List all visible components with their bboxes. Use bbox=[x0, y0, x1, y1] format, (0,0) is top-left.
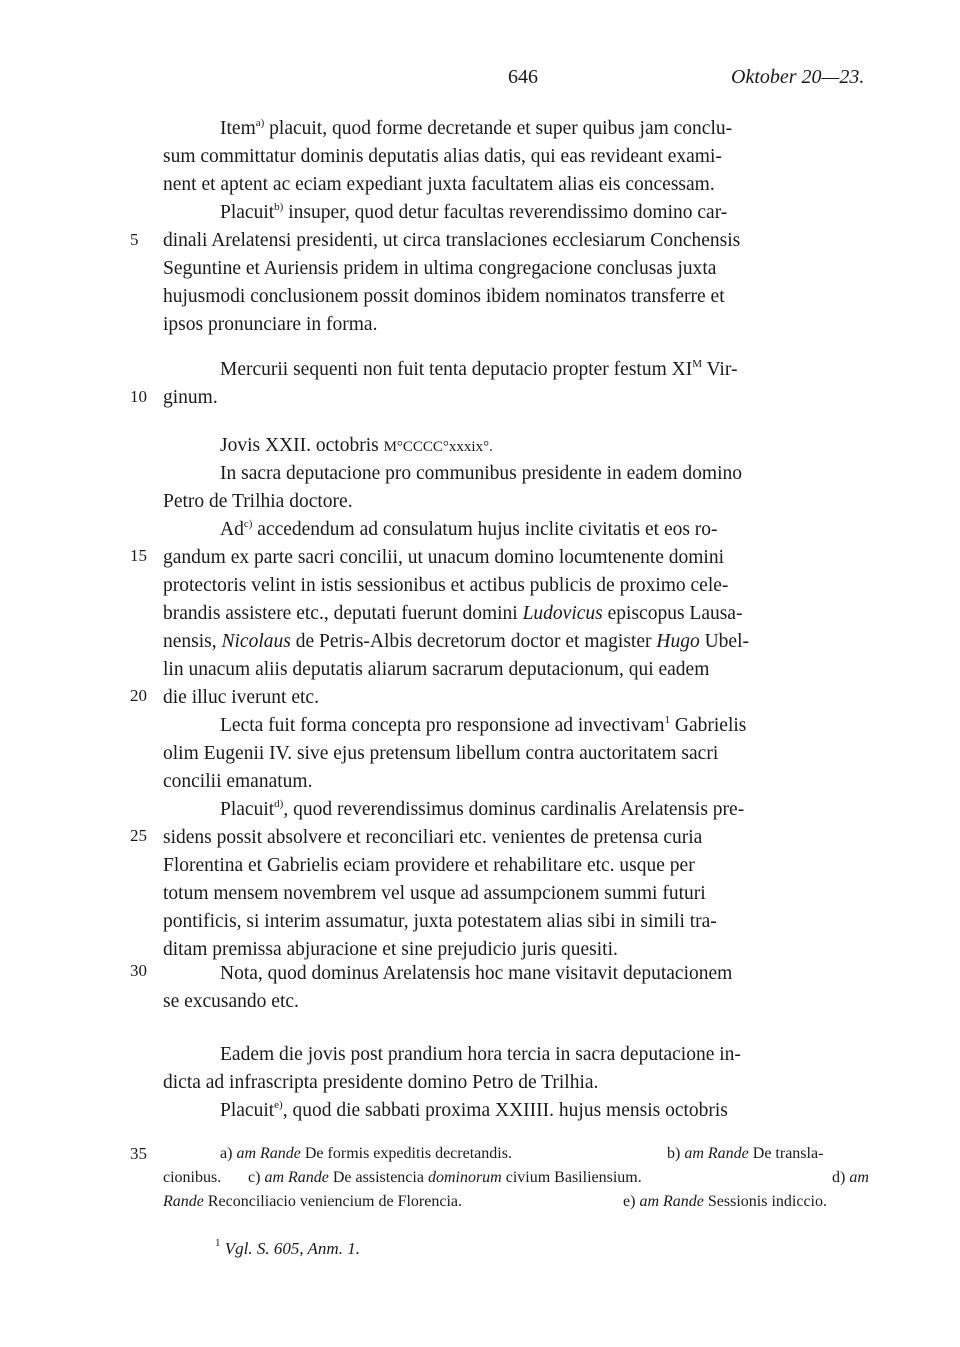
text-line: Eadem die jovis post prandium hora tercia in sacra deputacione in- bbox=[220, 1044, 741, 1065]
date-heading: Jovis XXII. octobris M°CCCC°xxxix°. bbox=[220, 435, 493, 456]
line-number: 30 bbox=[130, 961, 147, 980]
footnote-line: b) am Rande De transla- bbox=[667, 1145, 824, 1162]
text-line: ginum. bbox=[163, 387, 218, 408]
text-line: Item$^{a)}$ placuit, quod forme decretande et super quibus jam conclu- bbox=[220, 117, 733, 139]
text-line: Petro de Trilhia doctore. bbox=[163, 491, 353, 512]
text-line: sum committatur dominis deputatis alias datis, qui eas revideant exami- bbox=[163, 146, 722, 167]
text-line: dicta ad infrascripta presidente domino Petro de Trilhia. bbox=[163, 1072, 599, 1093]
text-line: brandis assistere etc., deputati fuerunt domini Ludovicus episcopus Lausa- bbox=[163, 603, 743, 624]
line-number: 5 bbox=[130, 230, 139, 249]
text-line: pontificis, si interim assumatur, juxta potestatem alias sibi in simili tra- bbox=[163, 911, 717, 932]
text-line: In sacra deputacione pro communibus presidente in eadem domino bbox=[220, 463, 743, 484]
text-line: se excusando etc. bbox=[163, 991, 299, 1012]
running-title: Oktober 20—23. bbox=[731, 66, 865, 88]
text-line: hujusmodi conclusionem possit dominos ibidem nominatos transferre et bbox=[163, 286, 725, 307]
text-line: nensis, Nicolaus de Petris-Albis decretorum doctor et magister Hugo Ubel- bbox=[163, 631, 749, 652]
text-line: ditam premissa abjuracione et sine prejudicio juris quesiti. bbox=[163, 939, 618, 960]
text-line: Lecta fuit forma concepta pro responsione ad invectivam$^1$ Gabrielis bbox=[220, 714, 747, 736]
footnote-line: e) am Rande Sessionis indiccio. bbox=[623, 1193, 827, 1210]
footnote-line: d) am bbox=[832, 1169, 869, 1186]
text-line: ipsos pronunciare in forma. bbox=[163, 314, 378, 335]
text-line: lin unacum aliis deputatis aliarum sacrarum deputacionum, qui eadem bbox=[163, 659, 710, 680]
text-line: protectoris velint in istis sessionibus et actibus publicis de proximo cele- bbox=[163, 575, 729, 596]
footnote-line: Rande Reconciliacio veniencium de Florencia. bbox=[163, 1193, 462, 1210]
line-number: 10 bbox=[130, 387, 147, 406]
line-number: 15 bbox=[130, 546, 147, 565]
text-line: Ad$^{c)}$ accedendum ad consulatum hujus inclite civitatis et eos ro- bbox=[220, 518, 718, 540]
text-line: Seguntine et Auriensis pridem in ultima congregacione conclusas juxta bbox=[163, 258, 717, 279]
text-line: Nota, quod dominus Arelatensis hoc mane visitavit deputacionem bbox=[220, 963, 733, 984]
text-line: concilii emanatum. bbox=[163, 771, 313, 792]
text-line: Mercurii sequenti non fuit tenta deputacio propter festum $XI^M$ Vir- bbox=[220, 358, 738, 380]
footnote-line: c) am Rande De assistencia dominorum civium Basiliensium. bbox=[248, 1169, 642, 1186]
line-number: 25 bbox=[130, 826, 147, 845]
text-line: Placuit$^{e)}$, quod die sabbati proxima XXIIII. hujus mensis octobris bbox=[220, 1099, 728, 1121]
text-line: olim Eugenii IV. sive ejus pretensum libellum contra auctoritatem sacri bbox=[163, 743, 719, 764]
text-line: sidens possit absolvere et reconciliari etc. venientes de pretensa curia bbox=[163, 827, 703, 848]
page-number: 646 bbox=[508, 66, 538, 88]
endnote-line: $^1$ Vgl. S. 605, Anm. 1. bbox=[215, 1237, 360, 1258]
line-number: 20 bbox=[130, 686, 147, 705]
footnote-line: cionibus. bbox=[163, 1169, 222, 1186]
text-line: Placuit$^{d)}$, quod reverendissimus dominus cardinalis Arelatensis pre- bbox=[220, 798, 745, 820]
text-line: totum mensem novembrem vel usque ad assumpcionem summi futuri bbox=[163, 883, 706, 904]
text-line: Florentina et Gabrielis eciam providere et rehabilitare etc. usque per bbox=[163, 855, 695, 876]
text-line: nent et aptent ac eciam expediant juxta facultatem alias eis concessam. bbox=[163, 174, 715, 195]
text-line: gandum ex parte sacri concilii, ut unacum domino locumtenente domini bbox=[163, 547, 725, 568]
text-line: Placuit$^{b)}$ insuper, quod detur facultas reverendissimo domino car- bbox=[220, 201, 728, 223]
footnote-line: a) am Rande De formis expeditis decretandis. bbox=[220, 1145, 512, 1162]
text-line: die illuc iverunt etc. bbox=[163, 687, 319, 708]
text-line: dinali Arelatensi presidenti, ut circa translaciones ecclesiarum Conchensis bbox=[163, 230, 741, 251]
line-number: 35 bbox=[130, 1144, 147, 1163]
